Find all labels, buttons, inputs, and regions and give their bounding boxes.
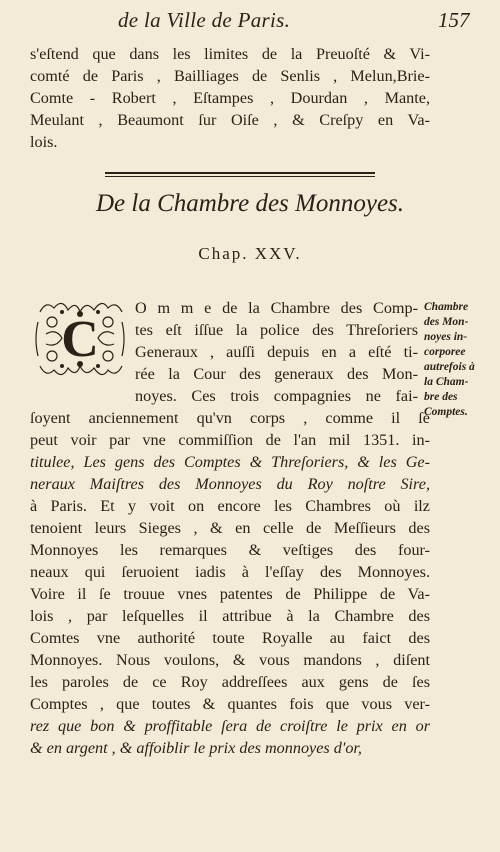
margin-note-line: noyes in- — [424, 331, 468, 343]
text-line: tenoient leurs Sieges , & en celle de Meſſieurs des — [30, 519, 430, 537]
running-head: de la Ville de Paris. — [118, 8, 291, 32]
text-line: Generaux , auſſi depuis en a eſté ti- — [135, 343, 418, 361]
text-line: Comptes , que toutes & quantes fois que vous ver- — [30, 695, 430, 713]
text-line: O m m e de la Chambre des Comp- — [135, 299, 418, 317]
text-line: Voire il ſe trouue vnes patentes de Philippe de Va- — [30, 585, 430, 603]
text-line: comté de Paris , Bailliages de Senlis , Melun,Brie- — [30, 67, 430, 85]
text-line: Monnoyes les remarques & veſtiges des four- — [30, 541, 430, 559]
margin-note-line: bre des — [424, 391, 458, 403]
section-title: De la Chambre des Monnoyes. — [95, 190, 405, 217]
page-header — [0, 8, 500, 38]
margin-note-line: la Cham- — [424, 376, 469, 388]
margin-note-line: Chambre — [424, 301, 469, 313]
chapter-heading: Chap. XXV. — [198, 244, 302, 263]
text-line: neraux Maiſtres des Monnoyes du Roy noſtre Sire, — [30, 475, 430, 493]
text-line: s'eſtend que dans les limites de la Preuoſté & Vi- — [30, 45, 430, 63]
text-line: Comte - Robert , Eſtampes , Dourdan , Mante, — [30, 89, 430, 107]
section-rule-thin — [105, 176, 375, 177]
text-line: Meulant , Beaumont ſur Oiſe , & Creſpy en Va- — [30, 111, 430, 129]
text-line: ſoyent anciennement qu'vn corps , comme il ſe — [30, 409, 430, 427]
text-line: les paroles de ce Roy addreſſees aux gens de ſes — [30, 673, 430, 691]
text-line: Monnoyes. Nous voulons, & vous mandons , diſent — [30, 651, 430, 669]
text-line: lois , par leſquelles il attribue à la Chambre des — [30, 607, 430, 625]
text-line: rez que bon & proffitable ſera de croiſtre le prix en or — [30, 717, 430, 735]
margin-note-line: des Mon- — [424, 316, 469, 328]
margin-note-line: autrefois à — [424, 361, 475, 373]
text-line: & en argent , & affoiblir le prix des monnoyes d'or, — [30, 739, 362, 757]
text-line: peut voir par vne commiſſion de l'an mil 1351. in- — [30, 431, 430, 449]
margin-note — [424, 300, 498, 420]
margin-note-line: corporee — [424, 346, 466, 358]
text-line: rée la Cour des generaux des Mon- — [135, 365, 418, 383]
text-line: titulee, Les gens des Comptes & Threſoriers, & les Ge- — [30, 453, 430, 471]
text-line: Comtes vne authorité toute Royalle au faict des — [30, 629, 430, 647]
text-line: neaux qui ſeruoient iadis à l'eſſay des Monnoyes. — [30, 563, 430, 581]
section-rule — [105, 172, 375, 174]
initial-letter: C — [61, 311, 99, 368]
text-line: noyes. Ces trois compagnies ne fai- — [135, 387, 418, 405]
text-line: à Paris. Et y voit on encore les Chambres où ilz — [30, 497, 430, 515]
text-line: lois. — [30, 133, 58, 151]
margin-note-line: Comptes. — [424, 406, 468, 418]
decorated-initial-c — [32, 292, 128, 386]
text-line: tes eſt iſſue la police des Threſoriers — [135, 321, 418, 339]
page-number: 157 — [438, 8, 470, 32]
